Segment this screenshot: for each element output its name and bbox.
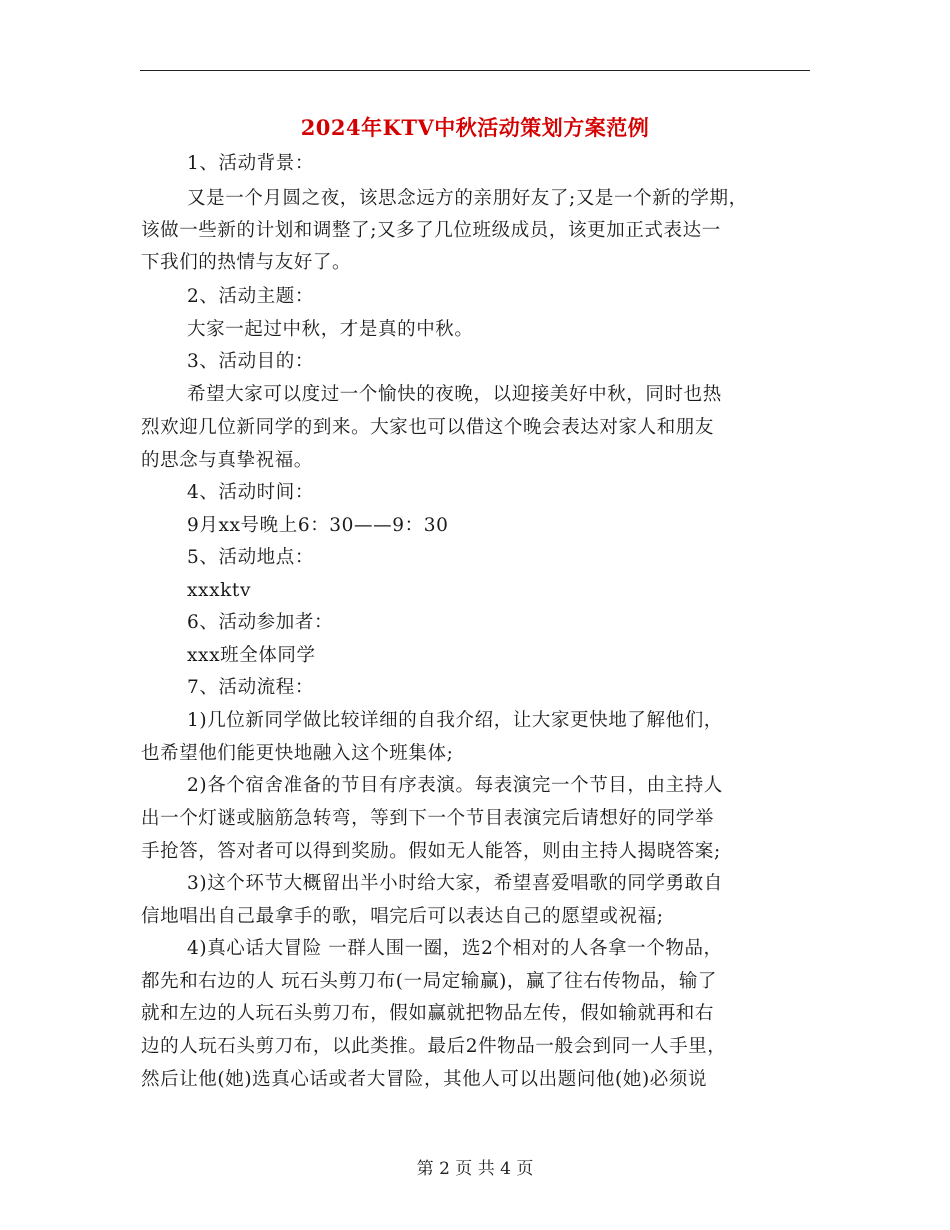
paragraph-line: 2)各个宿舍准备的节目有序表演。每表演完一个节目，由主持人 [187,775,723,796]
paragraph-line: 希望大家可以度过一个愉快的夜晚，以迎接美好中秋，同时也热 [187,384,722,405]
paragraph-line: 信地唱出自己最拿手的歌，唱完后可以表达自己的愿望或祝福; [141,906,664,927]
section-heading-participants: 6、活动参加者： [187,612,334,633]
paragraph-line: 该做一些新的计划和调整了;又多了几位班级成员，该更加正式表达一 [141,220,721,241]
paragraph-line: 然后让他(她)选真心话或者大冒险，其他人可以出题问他(她)必须说 [141,1069,708,1090]
section-heading-location: 5、活动地点： [187,547,314,568]
section-heading-purpose: 3、活动目的： [187,351,314,372]
paragraph-line: 也希望他们能更快地融入这个班集体; [141,743,454,764]
paragraph-line: 手抢答，答对者可以得到奖励。假如无人能答，则由主持人揭晓答案; [141,841,721,862]
paragraph-line: 又是一个月圆之夜，该思念远方的亲朋好友了;又是一个新的学期， [187,188,748,209]
paragraph-line: 边的人玩石头剪刀布，以此类推。最后2件物品一般会到同一人手里， [141,1036,727,1057]
paragraph-line: 出一个灯谜或脑筋急转弯，等到下一个节目表演完后请想好的同学举 [141,808,715,829]
paragraph-line: 3)这个环节大概留出半小时给大家，希望喜爱唱歌的同学勇敢自 [187,873,723,894]
section-heading-theme: 2、活动主题： [187,286,314,307]
paragraph-line: xxx班全体同学 [187,645,316,666]
section-heading-background: 1、活动背景： [187,153,314,174]
paragraph-line: 1)几位新同学做比较详细的自我介绍，让大家更快地了解他们， [187,710,723,731]
paragraph-line: 的思念与真挚祝福。 [141,450,313,471]
paragraph-line: 烈欢迎几位新同学的到来。大家也可以借这个晚会表达对家人和朋友 [141,417,715,438]
document-title: 2024年KTV中秋活动策划方案范例 [300,115,650,140]
paragraph-line: 都先和右边的人 玩石头剪刀布(一局定输赢)，赢了往右传物品，输了 [141,971,718,992]
paragraph-line: 大家一起过中秋，才是真的中秋。 [187,319,474,340]
paragraph-line: 就和左边的人玩石头剪刀布，假如赢就把物品左传，假如输就再和右 [141,1003,715,1024]
paragraph-line: xxxktv [187,580,251,601]
page-number: 第 2 页 共 4 页 [416,1159,534,1179]
paragraph-line: 下我们的热情与友好了。 [141,252,352,273]
section-heading-time: 4、活动时间： [187,482,314,503]
paragraph-line: 4)真心话大冒险 一群人围一圈，选2个相对的人各拿一个物品， [187,938,723,959]
paragraph-line: 9月xx号晚上6：30——9：30 [187,515,449,536]
header-rule [140,70,810,71]
section-heading-process: 7、活动流程： [187,677,314,698]
